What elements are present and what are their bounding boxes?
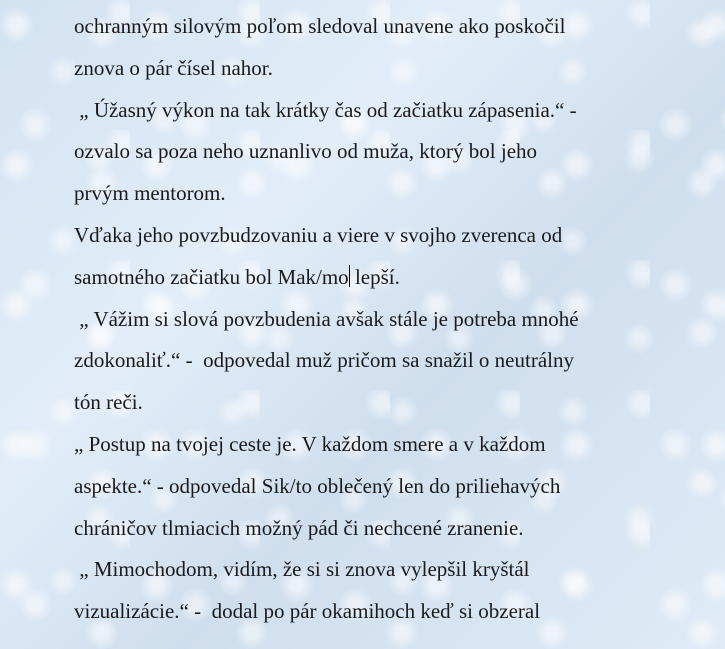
text-line: „ Vážim si slová povzbudenia avšak stále je potreba mnohé [74,306,579,331]
text-line: ochranným silovým poľom sledoval unavene ako poskočil [74,14,566,38]
text-line: „ Postup na tvojej ceste je. V každom smere a v každom [74,431,546,456]
text-before-cursor: samotného začiatku bol Mak/mo [74,264,349,289]
text-line: ozvalo sa poza neho uznanlivo od muža, ktorý bol jeho [74,139,538,164]
text-after-cursor: lepší. [349,264,400,289]
text-line: znova o pár čísel nahor. [74,55,273,80]
text-line: „ Mimochodom, vidím, že si si znova vylepšil kryštál [74,557,530,582]
text-line: prvým mentorom. [74,181,226,206]
text-line: Vďaka jeho povzbudzovaniu a viere v svojho zverenca od [74,222,563,247]
text-line: „ Úžasný výkon na tak krátky čas od začiatku zápasenia.“ - [74,97,577,122]
text-line: vizualizácie.“ - dodal po pár okamihoch keď si obzeral [74,599,541,624]
text-line: chráničov tlmiacich možný pád či nechcené zranenie. [74,515,524,540]
text-line-with-cursor [74,257,714,299]
text-line: zdokonaliť.“ - odpovedal muž pričom sa snažil o neutrálny [74,348,574,373]
document-page[interactable] [74,6,714,633]
text-line: tón reči. [74,390,143,415]
text-line: aspekte.“ - odpovedal Sik/to oblečený len do priliehavých [74,473,561,498]
